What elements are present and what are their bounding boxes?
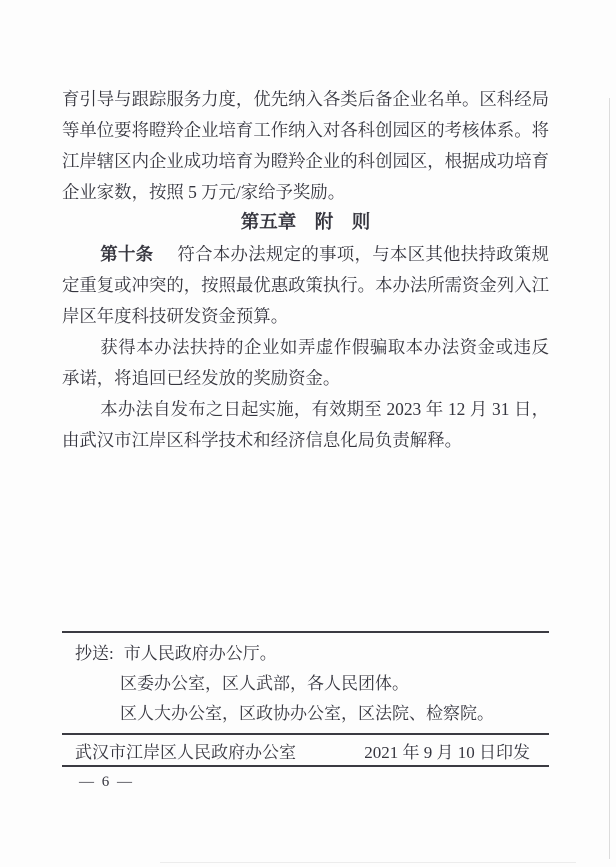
issuing-office: 武汉市江岸区人民政府办公室 — [75, 742, 296, 762]
body-paragraph: 本办法自发布之日起实施，有效期至 2023 年 12 月 31 日，由武汉市江岸区科学技术和经济信息化局负责解释。 — [62, 399, 549, 450]
cc-line — [75, 639, 549, 669]
article-text: 符合本办法规定的事项，与本区其他扶持政策规定重复或冲突的，按照最优惠政策执行。本办法所需资金列入江岸区年度科技研发资金预算。 — [62, 244, 549, 326]
chapter-heading: 第五章 附 则 — [240, 213, 371, 233]
page-number: — 6 — — [79, 774, 134, 790]
cc-line-text: 市人民政府办公厅。 — [123, 644, 277, 663]
cc-line: 区人大办公室，区政协办公室，区法院、检察院。 — [120, 704, 494, 723]
cc-label: 抄送: — [75, 644, 114, 663]
continuation-paragraph: 育引导与跟踪服务力度，优先纳入各类后备企业名单。区科经局等单位要将瞪羚企业培育工作纳入对各科创园区的考核体系。将江岸辖区内企业成功培育为瞪羚企业的科创园区，根据成功培育企业家数，按照 5 万元/家给予奖励。 — [62, 89, 549, 202]
body-paragraph: 获得本办法扶持的企业如弄虚作假骗取本办法资金或违反承诺，将追回已经发放的奖励资金。 — [62, 337, 549, 388]
article-number-label: 第十条 — [100, 244, 154, 264]
cc-block — [62, 633, 549, 733]
document-footer — [62, 631, 549, 791]
scan-edge-bottom — [160, 862, 576, 863]
document-body — [62, 84, 549, 456]
scan-edge-right — [609, 98, 610, 859]
print-date: 2021 年 9 月 10 日印发 — [364, 742, 530, 762]
cc-line: 区委办公室，区人武部，各人民团体。 — [120, 674, 409, 693]
imprint-row — [62, 733, 549, 767]
article-paragraph — [62, 239, 549, 332]
